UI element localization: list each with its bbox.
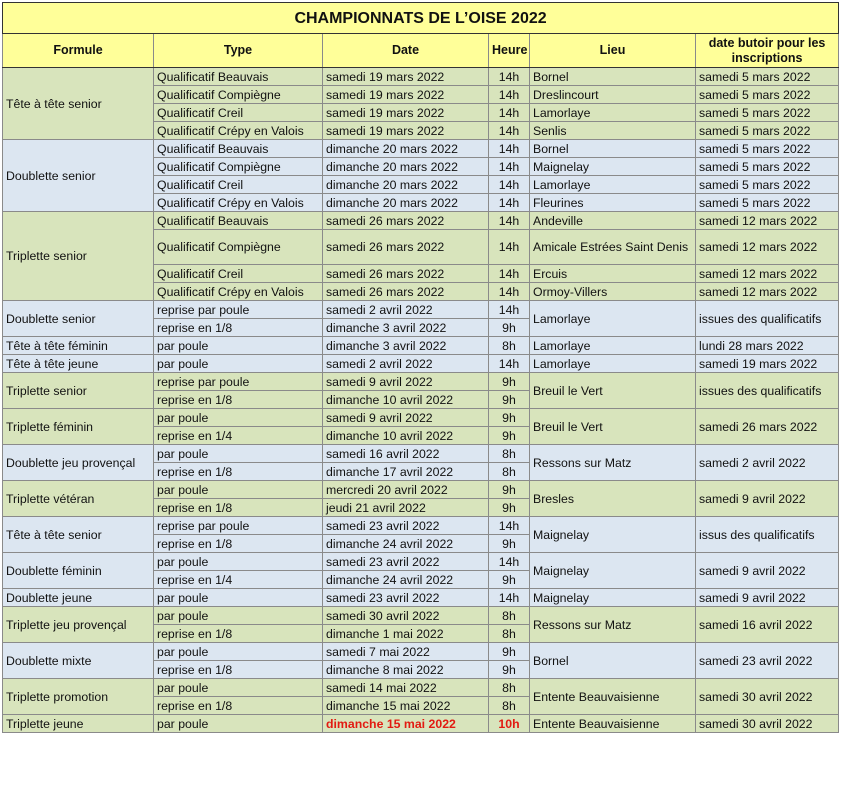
cell-lieu: Maignelay bbox=[530, 158, 696, 176]
cell-formule: Doublette jeune bbox=[3, 589, 154, 607]
cell-heure: 9h bbox=[489, 391, 530, 409]
cell-heure: 14h bbox=[489, 176, 530, 194]
cell-deadline: samedi 30 avril 2022 bbox=[696, 715, 839, 733]
cell-date: mercredi 20 avril 2022 bbox=[323, 481, 489, 499]
table-row bbox=[3, 643, 839, 661]
cell-deadline: samedi 12 mars 2022 bbox=[696, 283, 839, 301]
cell-lieu: Maignelay bbox=[530, 589, 696, 607]
cell-lieu: Maignelay bbox=[530, 517, 696, 553]
cell-lieu: Bornel bbox=[530, 643, 696, 679]
cell-date: dimanche 10 avril 2022 bbox=[323, 391, 489, 409]
cell-heure: 14h bbox=[489, 194, 530, 212]
cell-deadline: samedi 12 mars 2022 bbox=[696, 212, 839, 230]
cell-type: Qualificatif Compiègne bbox=[154, 86, 323, 104]
cell-date: samedi 26 mars 2022 bbox=[323, 283, 489, 301]
cell-heure: 9h bbox=[489, 481, 530, 499]
cell-date: samedi 30 avril 2022 bbox=[323, 607, 489, 625]
cell-lieu: Bresles bbox=[530, 481, 696, 517]
cell-heure: 9h bbox=[489, 571, 530, 589]
cell-lieu: Ormoy-Villers bbox=[530, 283, 696, 301]
cell-deadline: samedi 5 mars 2022 bbox=[696, 68, 839, 86]
table-row bbox=[3, 715, 839, 733]
cell-deadline: samedi 16 avril 2022 bbox=[696, 607, 839, 643]
cell-type: par poule bbox=[154, 553, 323, 571]
cell-type: reprise en 1/4 bbox=[154, 571, 323, 589]
cell-lieu: Senlis bbox=[530, 122, 696, 140]
cell-date: dimanche 20 mars 2022 bbox=[323, 158, 489, 176]
cell-heure: 14h bbox=[489, 355, 530, 373]
cell-heure: 9h bbox=[489, 319, 530, 337]
header-type: Type bbox=[154, 34, 323, 68]
cell-date: jeudi 21 avril 2022 bbox=[323, 499, 489, 517]
cell-date: samedi 19 mars 2022 bbox=[323, 122, 489, 140]
header-lieu: Lieu bbox=[530, 34, 696, 68]
cell-lieu: Lamorlaye bbox=[530, 301, 696, 337]
cell-type: par poule bbox=[154, 337, 323, 355]
cell-formule: Triplette promotion bbox=[3, 679, 154, 715]
cell-deadline: samedi 5 mars 2022 bbox=[696, 158, 839, 176]
table-row bbox=[3, 553, 839, 571]
cell-formule: Triplette jeu provençal bbox=[3, 607, 154, 643]
cell-lieu: Bornel bbox=[530, 140, 696, 158]
cell-type: par poule bbox=[154, 643, 323, 661]
cell-deadline: samedi 5 mars 2022 bbox=[696, 176, 839, 194]
cell-formule: Doublette senior bbox=[3, 140, 154, 212]
header-formule: Formule bbox=[3, 34, 154, 68]
table-row bbox=[3, 409, 839, 427]
cell-date: samedi 9 avril 2022 bbox=[323, 409, 489, 427]
cell-formule: Tête à tête senior bbox=[3, 68, 154, 140]
cell-heure: 14h bbox=[489, 158, 530, 176]
cell-heure: 9h bbox=[489, 535, 530, 553]
table-body bbox=[3, 68, 839, 733]
cell-date: samedi 7 mai 2022 bbox=[323, 643, 489, 661]
cell-type: Qualificatif Creil bbox=[154, 104, 323, 122]
cell-date: samedi 26 mars 2022 bbox=[323, 265, 489, 283]
cell-date: dimanche 17 avril 2022 bbox=[323, 463, 489, 481]
cell-lieu: Ressons sur Matz bbox=[530, 607, 696, 643]
cell-lieu: Entente Beauvaisienne bbox=[530, 679, 696, 715]
cell-deadline: samedi 23 avril 2022 bbox=[696, 643, 839, 679]
table-row bbox=[3, 355, 839, 373]
cell-type: Qualificatif Beauvais bbox=[154, 68, 323, 86]
cell-type: Qualificatif Creil bbox=[154, 265, 323, 283]
cell-deadline: samedi 9 avril 2022 bbox=[696, 589, 839, 607]
table-row bbox=[3, 679, 839, 697]
cell-formule: Doublette féminin bbox=[3, 553, 154, 589]
cell-type: par poule bbox=[154, 409, 323, 427]
cell-heure: 8h bbox=[489, 679, 530, 697]
cell-type: par poule bbox=[154, 355, 323, 373]
table-row bbox=[3, 373, 839, 391]
table-row bbox=[3, 337, 839, 355]
table-row bbox=[3, 301, 839, 319]
cell-date: samedi 26 mars 2022 bbox=[323, 212, 489, 230]
cell-deadline: samedi 5 mars 2022 bbox=[696, 86, 839, 104]
cell-heure: 9h bbox=[489, 499, 530, 517]
cell-date: samedi 26 mars 2022 bbox=[323, 230, 489, 265]
cell-heure: 14h bbox=[489, 104, 530, 122]
cell-lieu: Ercuis bbox=[530, 265, 696, 283]
cell-type: reprise en 1/8 bbox=[154, 463, 323, 481]
cell-heure: 14h bbox=[489, 230, 530, 265]
cell-lieu: Dreslincourt bbox=[530, 86, 696, 104]
cell-date: dimanche 20 mars 2022 bbox=[323, 176, 489, 194]
cell-heure: 14h bbox=[489, 589, 530, 607]
cell-type: reprise par poule bbox=[154, 517, 323, 535]
cell-lieu: Bornel bbox=[530, 68, 696, 86]
cell-deadline: samedi 2 avril 2022 bbox=[696, 445, 839, 481]
cell-date: samedi 16 avril 2022 bbox=[323, 445, 489, 463]
cell-formule: Triplette senior bbox=[3, 212, 154, 301]
cell-date: dimanche 3 avril 2022 bbox=[323, 319, 489, 337]
table-row bbox=[3, 607, 839, 625]
cell-heure: 14h bbox=[489, 517, 530, 535]
cell-heure: 9h bbox=[489, 409, 530, 427]
table-row bbox=[3, 517, 839, 535]
cell-date: samedi 2 avril 2022 bbox=[323, 301, 489, 319]
table-row bbox=[3, 140, 839, 158]
cell-heure: 14h bbox=[489, 283, 530, 301]
cell-date: samedi 23 avril 2022 bbox=[323, 553, 489, 571]
cell-heure: 9h bbox=[489, 643, 530, 661]
sheet-title: CHAMPIONNATS DE L’OISE 2022 bbox=[3, 3, 839, 34]
cell-date: samedi 23 avril 2022 bbox=[323, 517, 489, 535]
cell-heure: 8h bbox=[489, 445, 530, 463]
cell-formule: Tête à tête senior bbox=[3, 517, 154, 553]
cell-type: par poule bbox=[154, 715, 323, 733]
cell-type: Qualificatif Creil bbox=[154, 176, 323, 194]
cell-heure: 8h bbox=[489, 463, 530, 481]
header-date: Date bbox=[323, 34, 489, 68]
cell-type: reprise par poule bbox=[154, 373, 323, 391]
cell-type: reprise en 1/8 bbox=[154, 391, 323, 409]
cell-formule: Doublette senior bbox=[3, 301, 154, 337]
cell-lieu: Andeville bbox=[530, 212, 696, 230]
cell-type: reprise en 1/8 bbox=[154, 661, 323, 679]
cell-type: Qualificatif Beauvais bbox=[154, 140, 323, 158]
table-row bbox=[3, 68, 839, 86]
cell-date: dimanche 10 avril 2022 bbox=[323, 427, 489, 445]
cell-lieu: Fleurines bbox=[530, 194, 696, 212]
cell-deadline: samedi 12 mars 2022 bbox=[696, 230, 839, 265]
cell-lieu: Entente Beauvaisienne bbox=[530, 715, 696, 733]
cell-deadline: samedi 30 avril 2022 bbox=[696, 679, 839, 715]
cell-heure: 8h bbox=[489, 607, 530, 625]
cell-type: reprise en 1/8 bbox=[154, 625, 323, 643]
cell-type: Qualificatif Crépy en Valois bbox=[154, 194, 323, 212]
cell-date: dimanche 24 avril 2022 bbox=[323, 535, 489, 553]
cell-date: samedi 19 mars 2022 bbox=[323, 68, 489, 86]
cell-heure: 8h bbox=[489, 337, 530, 355]
cell-deadline: issues des qualificatifs bbox=[696, 301, 839, 337]
cell-date: samedi 9 avril 2022 bbox=[323, 373, 489, 391]
cell-date: dimanche 1 mai 2022 bbox=[323, 625, 489, 643]
cell-date: samedi 2 avril 2022 bbox=[323, 355, 489, 373]
cell-date: dimanche 20 mars 2022 bbox=[323, 140, 489, 158]
cell-date: dimanche 20 mars 2022 bbox=[323, 194, 489, 212]
cell-lieu: Amicale Estrées Saint Denis bbox=[530, 230, 696, 265]
cell-deadline: samedi 5 mars 2022 bbox=[696, 104, 839, 122]
cell-formule: Doublette mixte bbox=[3, 643, 154, 679]
cell-date: dimanche 15 mai 2022 bbox=[323, 715, 489, 733]
cell-formule: Tête à tête jeune bbox=[3, 355, 154, 373]
cell-type: reprise en 1/4 bbox=[154, 427, 323, 445]
cell-date: dimanche 24 avril 2022 bbox=[323, 571, 489, 589]
cell-date: dimanche 3 avril 2022 bbox=[323, 337, 489, 355]
table-row bbox=[3, 589, 839, 607]
cell-type: reprise par poule bbox=[154, 301, 323, 319]
cell-type: par poule bbox=[154, 445, 323, 463]
cell-type: Qualificatif Compiègne bbox=[154, 230, 323, 265]
cell-formule: Doublette jeu provençal bbox=[3, 445, 154, 481]
cell-heure: 8h bbox=[489, 697, 530, 715]
cell-deadline: samedi 19 mars 2022 bbox=[696, 355, 839, 373]
cell-heure: 9h bbox=[489, 373, 530, 391]
header-deadline: date butoir pour les inscriptions bbox=[696, 34, 839, 68]
cell-date: dimanche 15 mai 2022 bbox=[323, 697, 489, 715]
cell-formule: Tête à tête féminin bbox=[3, 337, 154, 355]
cell-type: reprise en 1/8 bbox=[154, 319, 323, 337]
championship-table bbox=[2, 2, 839, 733]
cell-deadline: issus des qualificatifs bbox=[696, 517, 839, 553]
cell-heure: 9h bbox=[489, 427, 530, 445]
cell-type: Qualificatif Crépy en Valois bbox=[154, 283, 323, 301]
cell-date: samedi 23 avril 2022 bbox=[323, 589, 489, 607]
cell-heure: 14h bbox=[489, 265, 530, 283]
cell-heure: 8h bbox=[489, 625, 530, 643]
cell-type: Qualificatif Beauvais bbox=[154, 212, 323, 230]
cell-lieu: Lamorlaye bbox=[530, 104, 696, 122]
cell-deadline: samedi 9 avril 2022 bbox=[696, 481, 839, 517]
cell-heure: 14h bbox=[489, 140, 530, 158]
cell-heure: 9h bbox=[489, 661, 530, 679]
cell-heure: 14h bbox=[489, 553, 530, 571]
cell-lieu: Lamorlaye bbox=[530, 355, 696, 373]
cell-heure: 14h bbox=[489, 68, 530, 86]
table-row bbox=[3, 481, 839, 499]
cell-date: samedi 19 mars 2022 bbox=[323, 86, 489, 104]
cell-date: dimanche 8 mai 2022 bbox=[323, 661, 489, 679]
cell-type: reprise en 1/8 bbox=[154, 499, 323, 517]
cell-lieu: Ressons sur Matz bbox=[530, 445, 696, 481]
cell-formule: Triplette jeune bbox=[3, 715, 154, 733]
cell-deadline: samedi 5 mars 2022 bbox=[696, 122, 839, 140]
cell-type: par poule bbox=[154, 589, 323, 607]
cell-heure: 14h bbox=[489, 212, 530, 230]
cell-formule: Triplette féminin bbox=[3, 409, 154, 445]
cell-lieu: Lamorlaye bbox=[530, 176, 696, 194]
cell-type: Qualificatif Compiègne bbox=[154, 158, 323, 176]
cell-heure: 14h bbox=[489, 122, 530, 140]
cell-deadline: lundi 28 mars 2022 bbox=[696, 337, 839, 355]
cell-date: samedi 14 mai 2022 bbox=[323, 679, 489, 697]
cell-type: par poule bbox=[154, 481, 323, 499]
cell-heure: 14h bbox=[489, 301, 530, 319]
cell-deadline: samedi 5 mars 2022 bbox=[696, 194, 839, 212]
cell-heure: 10h bbox=[489, 715, 530, 733]
cell-lieu: Maignelay bbox=[530, 553, 696, 589]
cell-type: reprise en 1/8 bbox=[154, 697, 323, 715]
cell-lieu: Breuil le Vert bbox=[530, 373, 696, 409]
cell-lieu: Breuil le Vert bbox=[530, 409, 696, 445]
cell-type: par poule bbox=[154, 679, 323, 697]
header-heure: Heure bbox=[489, 34, 530, 68]
cell-deadline: samedi 26 mars 2022 bbox=[696, 409, 839, 445]
cell-type: reprise en 1/8 bbox=[154, 535, 323, 553]
cell-lieu: Lamorlaye bbox=[530, 337, 696, 355]
table-row bbox=[3, 212, 839, 230]
cell-deadline: samedi 9 avril 2022 bbox=[696, 553, 839, 589]
cell-type: par poule bbox=[154, 607, 323, 625]
cell-heure: 14h bbox=[489, 86, 530, 104]
cell-deadline: issues des qualificatifs bbox=[696, 373, 839, 409]
cell-deadline: samedi 5 mars 2022 bbox=[696, 140, 839, 158]
cell-formule: Triplette vétéran bbox=[3, 481, 154, 517]
cell-date: samedi 19 mars 2022 bbox=[323, 104, 489, 122]
cell-type: Qualificatif Crépy en Valois bbox=[154, 122, 323, 140]
cell-formule: Triplette senior bbox=[3, 373, 154, 409]
cell-deadline: samedi 12 mars 2022 bbox=[696, 265, 839, 283]
table-row bbox=[3, 445, 839, 463]
